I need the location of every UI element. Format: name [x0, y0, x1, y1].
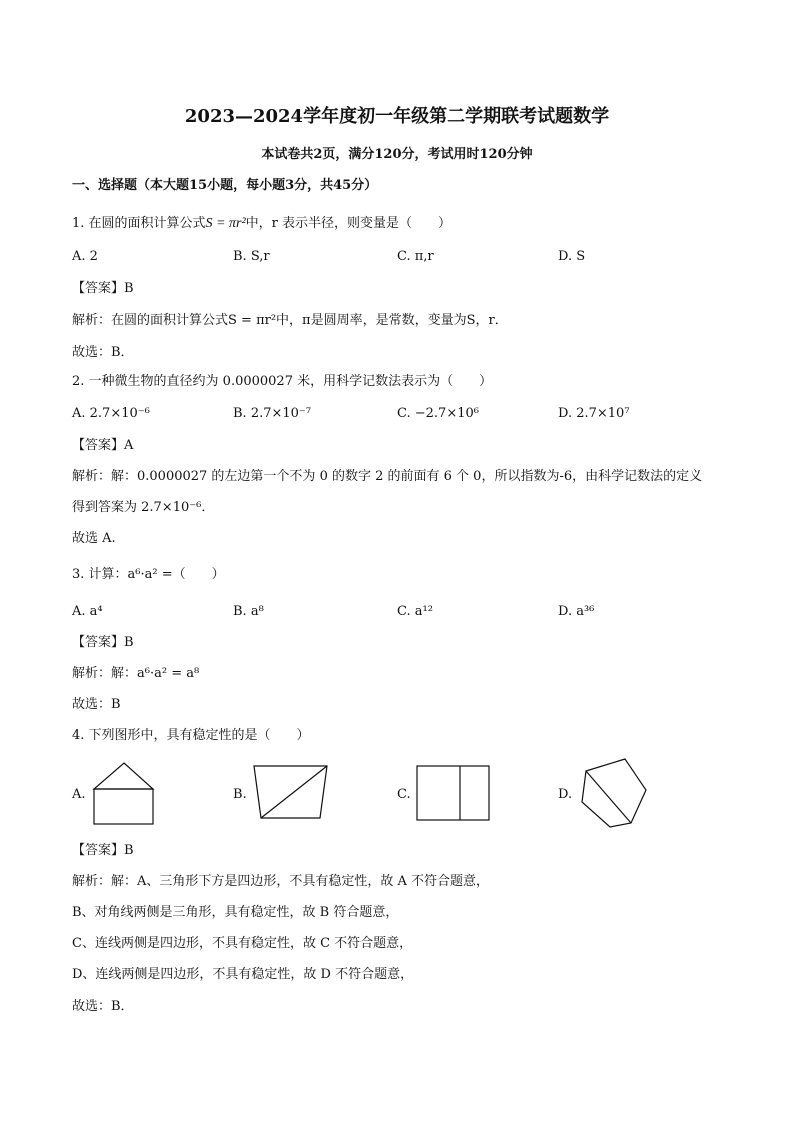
q3-option-c: C. a¹² [397, 604, 433, 619]
q4-answer: 【答案】B [72, 843, 134, 858]
q1-option-a: A. 2 [72, 249, 98, 264]
section-heading: 一、选择题（本大题15小题，每小题3分，共45分） [72, 178, 378, 193]
q2-option-c: C. −2.7×10⁶ [397, 406, 479, 421]
q3-answer: 【答案】B [72, 635, 134, 650]
q4-option-b: B. [233, 787, 247, 802]
q1-option-c: C. π,r [397, 249, 434, 264]
q3-option-b: B. a⁸ [233, 604, 264, 619]
question-3-stem: 3. 计算：a⁶·a² =（ ） [72, 567, 225, 582]
q2-answer: 【答案】A [72, 438, 134, 453]
q1-analysis: 解析：在圆的面积计算公式S = πr²中，π是圆周率，是常数，变量为S，r． [72, 313, 508, 328]
q4-option-c: C. [397, 787, 411, 802]
q4-analysis-line-2: B、对角线两侧是三角形，具有稳定性，故 B 符合题意， [72, 905, 399, 920]
q4-choice: 故选：B． [72, 999, 134, 1014]
q3-option-d: D. a³⁶ [558, 604, 595, 619]
q2-option-a: A. 2.7×10⁻⁶ [72, 406, 150, 421]
q3-option-a: A. a⁴ [72, 604, 103, 619]
q4-option-a: A. [72, 787, 86, 802]
exam-info: 本试卷共2页，满分120分，考试用时120分钟 [261, 147, 533, 162]
q2-option-b: B. 2.7×10⁻⁷ [233, 406, 311, 421]
q1-choice: 故选：B． [72, 345, 134, 360]
q3-choice: 故选：B [72, 697, 121, 712]
figure-house-shape [90, 760, 158, 828]
question-4-stem: 4. 下列图形中，具有稳定性的是（ ） [72, 728, 310, 743]
figure-hexagon-divided [578, 755, 652, 829]
q2-option-d: D. 2.7×10⁷ [558, 406, 630, 421]
q4-analysis-line-1: 解析：解：A、三角形下方是四边形，不具有稳定性，故 A 不符合题意， [72, 874, 490, 889]
q2-analysis-line-1: 解析：解：0.0000027 的左边第一个不为 0 的数字 2 的前面有 6 个 0，所以指数为-6，由科学记数法的定义 [72, 469, 703, 484]
q2-analysis-line-2: 得到答案为 2.7×10⁻⁶． [72, 500, 215, 515]
figure-parallelogram-diagonal [250, 763, 330, 823]
q2-choice: 故选 A. [72, 531, 116, 546]
q1-answer: 【答案】B [72, 281, 134, 296]
q1-option-d: D. S [558, 249, 586, 264]
q3-analysis: 解析：解：a⁶·a² = a⁸ [72, 666, 200, 681]
q4-analysis-line-4: D、连线两侧是四边形，不具有稳定性，故 D 不符合题意， [72, 967, 414, 982]
q1-option-b: B. S,r [233, 249, 270, 264]
q4-analysis-line-3: C、连线两侧是四边形，不具有稳定性，故 C 不符合题意， [72, 936, 413, 951]
question-1-stem: 1. 在圆的面积计算公式S = πr²中，r 表示半径，则变量是（ ） [72, 216, 452, 231]
q4-option-d: D. [558, 787, 573, 802]
page-title: 2023—2024学年度初一年级第二学期联考试题数学 [184, 106, 610, 127]
figure-rectangle-divided [414, 763, 494, 823]
question-2-stem: 2. 一种微生物的直径约为 0.0000027 米，用科学记数法表示为（ ） [72, 374, 493, 389]
